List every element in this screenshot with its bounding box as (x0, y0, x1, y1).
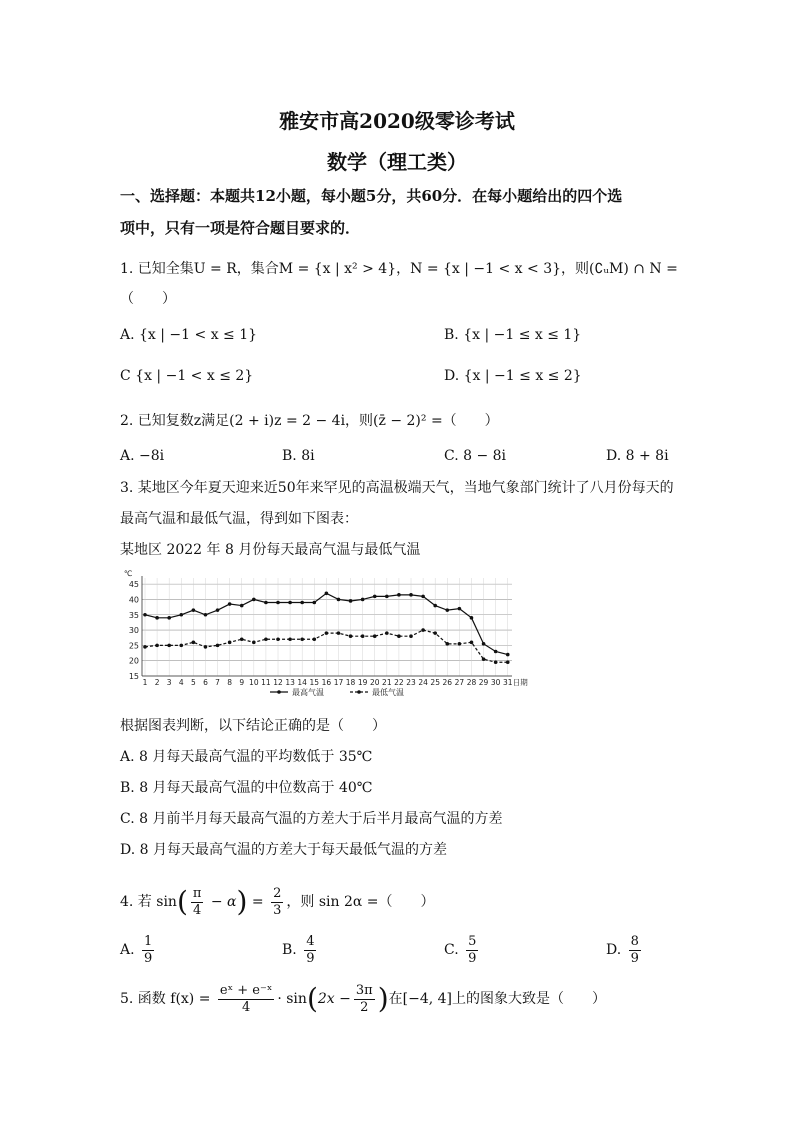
legend-label-0: 最高气温 (292, 688, 324, 697)
legend-marker-0 (277, 690, 281, 694)
q5-stem (120, 982, 606, 1016)
series-1-point-23 (409, 634, 413, 638)
x-tick-label-22: 22 (394, 678, 404, 687)
exam-title: 雅安市高2020级零诊考试 (279, 109, 515, 133)
x-tick-label-11: 11 (261, 678, 271, 687)
q4-c-fraction (466, 934, 478, 967)
series-0-point-22 (397, 593, 401, 597)
series-1-point-17 (337, 631, 341, 635)
q5-arg-fraction (354, 983, 375, 1016)
q4-b-label: B. (282, 942, 297, 958)
q4-b-num: 4 (306, 933, 315, 949)
q5-mid: · sin (277, 991, 307, 1007)
q4-d-den: 9 (630, 950, 639, 966)
q3-question: 根据图表判断，以下结论正确的是（ ） (120, 718, 386, 734)
x-tick-label-1: 1 (142, 678, 148, 687)
x-tick-label-27: 27 (454, 678, 465, 687)
series-0-point-1 (143, 613, 147, 617)
q3-option-b: B. 8 月每天最高气温的中位数高于 40℃ (120, 780, 373, 796)
series-1-point-29 (482, 657, 486, 661)
series-0-point-6 (204, 613, 208, 617)
series-1-point-31 (506, 660, 510, 664)
q5-den: 4 (241, 999, 251, 1015)
series-1-point-2 (155, 644, 159, 648)
series-1-point-8 (228, 641, 232, 645)
series-0-point-7 (216, 608, 220, 612)
series-1-point-4 (179, 644, 183, 648)
x-tick-label-5: 5 (190, 678, 196, 687)
q4-value-den: 3 (273, 902, 282, 918)
q4-d-fraction (629, 934, 641, 967)
series-0-point-18 (349, 599, 353, 603)
q2-stem: 2. 已知复数z满足(2 + i)z = 2 − 4i，则(z̄ − 2)² =（ ） (120, 413, 499, 429)
q3-option-c: C. 8 月前半月每天最高气温的方差大于后半月最高气温的方差 (120, 811, 503, 827)
series-1-point-14 (300, 637, 304, 641)
x-tick-label-29: 29 (478, 678, 489, 687)
y-tick-label-30: 30 (128, 626, 139, 636)
x-tick-label-2: 2 (154, 678, 160, 687)
series-1-point-9 (240, 637, 244, 641)
q4-a-label: A. (120, 942, 135, 958)
x-tick-label-15: 15 (309, 678, 320, 687)
q4-arg-num: π (192, 885, 202, 901)
x-tick-label-18: 18 (345, 678, 356, 687)
series-1-point-27 (458, 642, 462, 646)
q5-main-fraction (218, 983, 274, 1016)
legend-label-1: 最低气温 (372, 688, 404, 697)
series-1-point-10 (252, 641, 256, 645)
q5-tail: 在[−4, 4]上的图象大致是（ ） (388, 991, 606, 1007)
y-tick-label-20: 20 (128, 656, 139, 666)
y-tick-label-25: 25 (128, 641, 139, 651)
q4-lead: 4. 若 sin (120, 894, 177, 910)
series-1-point-7 (216, 644, 220, 648)
series-0-point-3 (167, 616, 171, 620)
series-1-point-18 (349, 634, 353, 638)
series-0-point-28 (470, 616, 474, 620)
y-tick-label-40: 40 (128, 595, 139, 605)
x-tick-label-12: 12 (273, 678, 283, 687)
q4-b-fraction (304, 934, 316, 967)
x-tick-label-26: 26 (442, 678, 453, 687)
series-0-point-5 (192, 608, 196, 612)
q5-arg-a: 2x − (317, 991, 351, 1007)
q1-stem: 1. 已知全集U = R，集合M = {x | x² > 4}，N = {x | −1 < x < 3}，则(∁ᵤM) ∩ N = (120, 261, 678, 277)
series-1-point-15 (312, 637, 316, 641)
q4-option-b (282, 933, 319, 967)
series-0-point-31 (506, 653, 510, 657)
temperature-line-chart (120, 568, 530, 703)
series-1-point-1 (143, 645, 147, 649)
section-heading-line1: 一、选择题：本题共12小题，每小题5分，共60分．在每小题给出的四个选 (120, 187, 623, 205)
series-0-point-12 (276, 601, 280, 605)
q4-option-c (444, 933, 481, 967)
q2-option-a: A. −8i (120, 448, 165, 464)
series-0-point-9 (240, 604, 244, 608)
series-0-point-16 (325, 592, 329, 596)
q4-d-label: D. (606, 942, 622, 958)
series-0-point-13 (288, 601, 292, 605)
q4-tail: ，则 sin 2α =（ ） (286, 894, 435, 910)
x-tick-label-20: 20 (369, 678, 380, 687)
series-0-point-8 (228, 602, 232, 606)
x-tick-label-13: 13 (285, 678, 295, 687)
q5-paren-open: ( (306, 982, 318, 1015)
series-0-point-19 (361, 598, 365, 602)
x-tick-label-21: 21 (382, 678, 392, 687)
x-tick-label-17: 17 (333, 678, 344, 687)
series-1-point-11 (264, 637, 268, 641)
q4-b-den: 9 (306, 950, 315, 966)
series-1-point-22 (397, 634, 401, 638)
q4-c-label: C. (444, 942, 459, 958)
x-tick-label-7: 7 (215, 678, 220, 687)
x-tick-label-4: 4 (178, 678, 184, 687)
x-tick-label-19: 19 (357, 678, 368, 687)
x-tick-label-31: 31 (502, 678, 513, 687)
q4-a-num: 1 (144, 933, 153, 949)
q4-d-num: 8 (630, 933, 639, 949)
legend-marker-1 (357, 690, 361, 694)
x-tick-label-23: 23 (406, 678, 416, 687)
q5-lead: 5. 函数 f(x) = (120, 991, 211, 1007)
series-1-point-3 (167, 644, 171, 648)
y-tick-label-45: 45 (128, 580, 139, 590)
q4-arg-den: 4 (193, 902, 202, 918)
q3-stem-line2: 最高气温和最低气温，得到如下图表： (120, 511, 358, 527)
series-1-point-16 (325, 631, 329, 635)
series-1-point-5 (192, 641, 196, 645)
q5-arg-den: 2 (360, 999, 369, 1015)
exam-subtitle: 数学（理工类） (327, 150, 467, 174)
x-tick-label-24: 24 (418, 678, 428, 687)
series-0-point-20 (373, 595, 377, 599)
q4-option-d (606, 933, 644, 967)
x-tick-label-9: 9 (239, 678, 245, 687)
x-tick-label-30: 30 (490, 678, 501, 687)
x-tick-label-6: 6 (203, 678, 208, 687)
series-0-point-15 (312, 601, 316, 605)
series-0-point-30 (494, 650, 498, 654)
x-axis-suffix: 日期 (512, 678, 528, 687)
series-0-point-25 (433, 604, 437, 608)
q3-option-d: D. 8 月每天最高气温的方差大于每天最低气温的方差 (120, 842, 447, 858)
q4-a-fraction (142, 934, 154, 967)
series-0-point-26 (445, 608, 449, 612)
q4-c-den: 9 (468, 950, 477, 966)
series-0-point-24 (421, 595, 425, 599)
y-unit-label: ℃ (124, 569, 133, 578)
q4-option-a (120, 933, 157, 967)
q2-option-d: D. 8 + 8i (606, 448, 669, 464)
x-tick-label-8: 8 (227, 678, 233, 687)
series-0-point-27 (458, 607, 462, 611)
q4-arg-alpha: − α (206, 894, 237, 910)
q2-option-b: B. 8i (282, 448, 315, 464)
q4-a-den: 9 (144, 950, 153, 966)
series-1-point-13 (288, 637, 292, 641)
q4-paren-close: ) (236, 885, 248, 918)
series-1-point-21 (385, 631, 389, 635)
series-1-point-30 (494, 660, 498, 664)
q1-option-d: D. {x | −1 ≤ x ≤ 2} (444, 368, 582, 384)
q4-arg-fraction (191, 886, 204, 919)
q4-c-num: 5 (468, 933, 477, 949)
q5-paren-close: ) (377, 982, 389, 1015)
x-tick-label-10: 10 (249, 678, 259, 687)
series-1-point-25 (433, 631, 437, 635)
series-1-point-19 (361, 634, 365, 638)
x-tick-label-3: 3 (166, 678, 172, 687)
y-tick-label-15: 15 (128, 672, 139, 681)
series-0-point-23 (409, 593, 413, 597)
series-1-point-20 (373, 634, 377, 638)
x-tick-label-28: 28 (466, 678, 477, 687)
series-0-point-21 (385, 595, 389, 599)
q4-value-fraction (271, 886, 283, 919)
series-1-point-28 (470, 641, 474, 645)
series-0-point-11 (264, 601, 268, 605)
q4-value-num: 2 (273, 885, 282, 901)
series-1-point-26 (445, 642, 449, 646)
q1-option-c: C {x | −1 < x ≤ 2} (120, 368, 254, 384)
q2-option-c: C. 8 − 8i (444, 448, 507, 464)
series-0-point-4 (179, 613, 183, 617)
q3-chart-caption: 某地区 2022 年 8 月份每天最高气温与最低气温 (120, 542, 421, 558)
series-1-point-12 (276, 637, 280, 641)
q1-blank: （ ） (120, 291, 176, 307)
series-0-point-14 (300, 601, 304, 605)
q3-option-a: A. 8 月每天最高气温的平均数低于 35℃ (120, 749, 373, 765)
q3-stem-line1: 3. 某地区今年夏天迎来近50年来罕见的高温极端天气，当地气象部门统计了八月份每天的 (120, 480, 674, 496)
q4-paren-open: ( (176, 885, 188, 918)
q5-num: eˣ + e⁻ˣ (219, 982, 273, 998)
x-tick-label-25: 25 (430, 678, 440, 687)
q1-option-b: B. {x | −1 ≤ x ≤ 1} (444, 327, 582, 343)
series-1-point-24 (421, 628, 425, 632)
series-0-point-17 (337, 598, 341, 602)
series-0-point-10 (252, 598, 256, 602)
series-0-point-29 (482, 642, 486, 646)
x-tick-label-16: 16 (321, 678, 332, 687)
q5-arg-num: 3π (355, 982, 373, 998)
q4-stem: 4. 若 sin( $\frac{\pi}{4}$ − α) = $\frac{2}{3}$ ，则 sin 2α =（ ） (120, 885, 435, 918)
series-1-point-6 (204, 645, 208, 649)
section-heading-line2: 项中，只有一项是符合题目要求的． (120, 219, 361, 237)
y-tick-label-35: 35 (128, 610, 139, 620)
x-tick-label-14: 14 (297, 678, 307, 687)
q1-option-a: A. {x | −1 < x ≤ 1} (120, 327, 258, 343)
series-0-point-2 (155, 616, 159, 620)
